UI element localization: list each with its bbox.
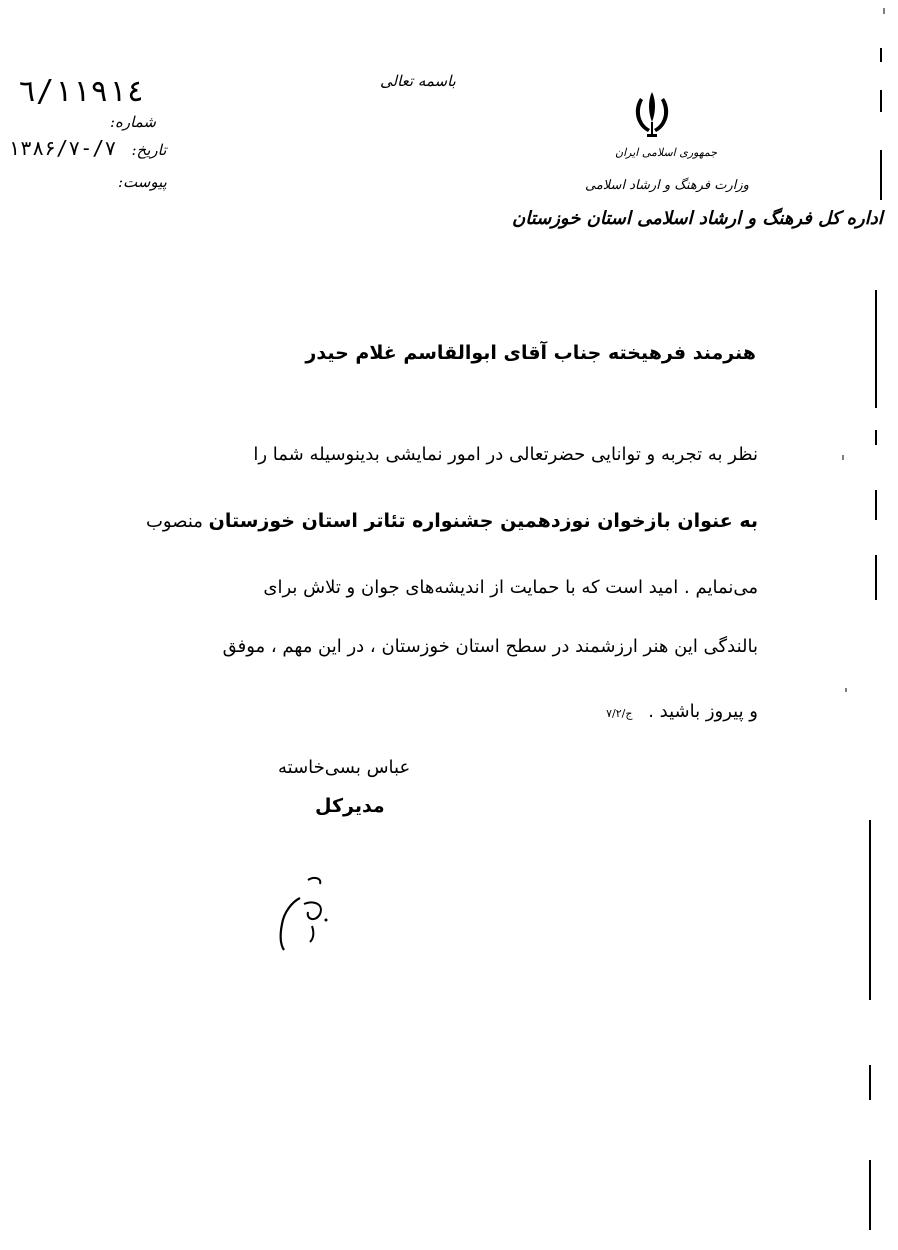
body-line-2-bold: به عنوان بازخوان نوزدهمین جشنواره تئاتر استان خوزستان	[208, 510, 758, 532]
body-line-1: نظر به تجربه و توانایی حضرتعالی در امور نمایشی بدینوسیله شما را	[253, 444, 758, 465]
number-label: شماره:	[110, 113, 156, 131]
recipient-line: هنرمند فرهیخته جناب آقای ابوالقاسم غلام حیدر	[305, 342, 756, 364]
handwritten-signature-icon	[270, 872, 340, 952]
number-row	[110, 112, 156, 131]
date-value: ١٣٨۶/٧/-٧	[8, 136, 117, 160]
bismillah-heading: باسمه تعالی	[380, 72, 456, 90]
org-line-directorate: اداره کل فرهنگ و ارشاد اسلامی استان خوزستان	[512, 208, 883, 229]
handwritten-letter-number: ٦/١١٩١٤	[18, 74, 145, 109]
org-line-ministry: وزارت فرهنگ و ارشاد اسلامی	[585, 178, 749, 193]
scan-edge-marks	[840, 0, 898, 1250]
body-line-4: بالندگی این هنر ارزشمند در سطح استان خوزستان ، در این مهم ، موفق	[222, 636, 758, 657]
iran-emblem-icon	[630, 88, 674, 140]
body-line-5-note: ج/٧/٢	[606, 707, 633, 720]
signatory-name: عباس بسی‌خاسته	[278, 757, 411, 778]
body-line-2-rest: منصوب	[145, 511, 203, 532]
body-line-2	[146, 510, 758, 532]
body-line-5	[606, 701, 758, 722]
attachment-row	[118, 172, 167, 191]
body-line-3: می‌نمایم . امید است که با حمایت از اندیشه‌های جوان و تلاش برای	[263, 577, 758, 598]
signatory-title: مدیرکل	[315, 795, 385, 817]
date-row	[8, 136, 166, 160]
date-label: تاریخ:	[131, 141, 167, 159]
body-line-5-text: و پیروز باشید .	[648, 701, 758, 722]
attachment-label: پیوست:	[118, 173, 167, 191]
org-line-republic: جمهوری اسلامی ایران	[615, 146, 718, 159]
